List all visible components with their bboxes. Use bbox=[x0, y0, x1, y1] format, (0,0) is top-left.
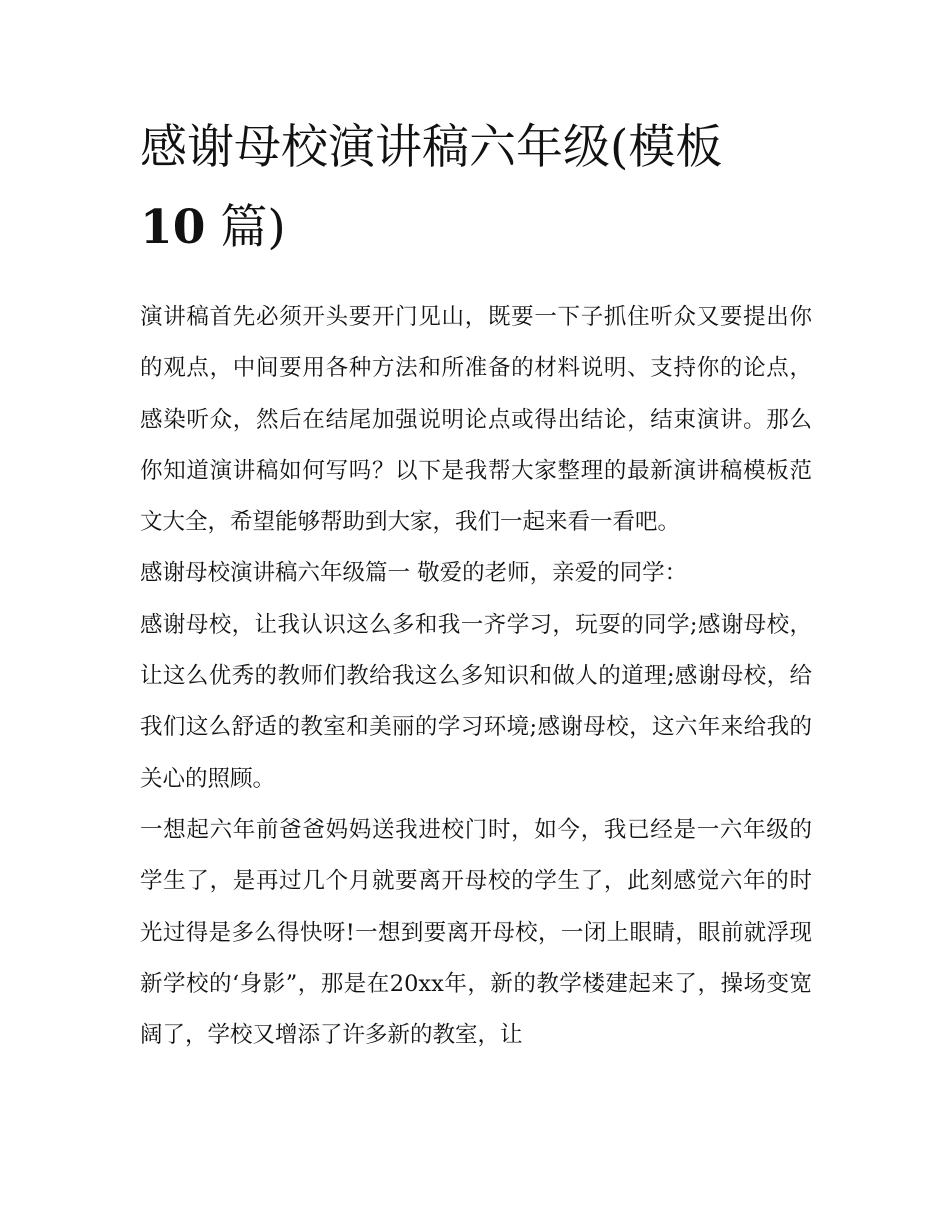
document-body bbox=[140, 292, 812, 1061]
gratitude-paragraph: 感谢母校，让我认识这么多和我一齐学习，玩耍的同学;感谢母校，让这么优秀的教师们教给我这么多知识和做人的道理;感谢母校，给我们这么舒适的教室和美丽的学习环境;感谢母校，这六年来给我的关心的照顾。 bbox=[140, 611, 812, 792]
title-number: 10 bbox=[140, 200, 206, 255]
title-tail: 篇) bbox=[220, 200, 286, 255]
document-title bbox=[140, 108, 812, 268]
section-heading-paragraph: 感谢母校演讲稿六年级篇一 敬爱的老师，亲爱的同学： bbox=[140, 560, 688, 587]
memory-paragraph: 一想起六年前爸爸妈妈送我进校门时，如今，我已经是一六年级的学生了，是再过几个月就要离开母校的学生了，此刻感觉六年的时光过得是多么得快呀!一想到要离开母校，一闭上眼睛，眼前就浮现新学校的‘身影”，那是在20xx年，新的教学楼建起来了，操场变宽阔了，学校又增添了许多新的教室，让 bbox=[140, 816, 812, 1049]
title-main: 感谢母校演讲稿六年级(模板 bbox=[140, 120, 723, 175]
intro-paragraph: 演讲稿首先必须开头要开门见山，既要一下子抓住听众又要提出你的观点，中间要用各种方法和所准备的材料说明、支持你的论点，感染听众，然后在结尾加强说明论点或得出结论，结束演讲。那么你知道演讲稿如何写吗？以下是我帮大家整理的最新演讲稿模板范文大全，希望能够帮助到大家，我们一起来看一看吧。 bbox=[140, 304, 812, 536]
document-page bbox=[140, 108, 812, 1061]
